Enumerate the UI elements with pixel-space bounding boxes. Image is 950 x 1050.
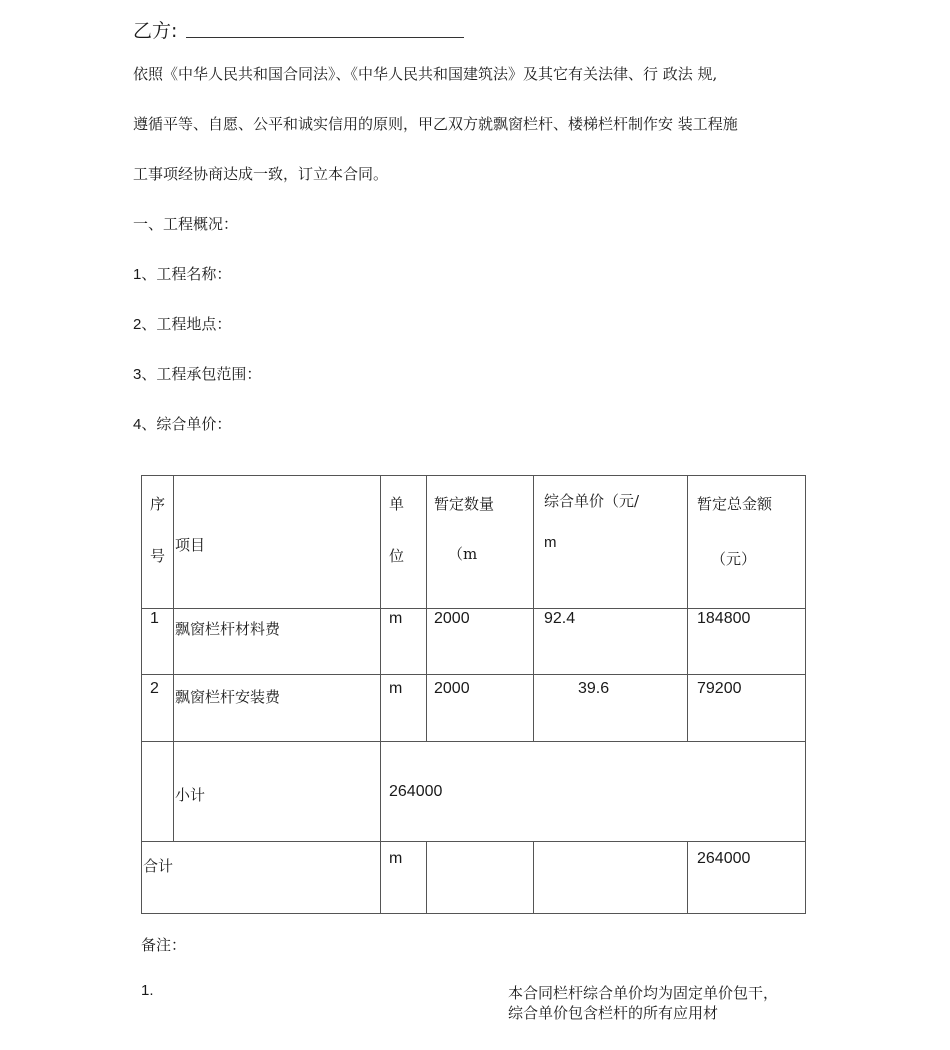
total-value: 264000 — [697, 850, 751, 867]
header-total-bottom: （元） — [711, 550, 757, 568]
table-row-divider — [141, 741, 806, 742]
row2-qty: 2000 — [434, 680, 470, 697]
row2-item: 飘窗栏杆安装费 — [175, 688, 281, 706]
list-item-text: 、综合单价： — [141, 415, 232, 433]
intro-line-3: 工事项经协商达成一致，订立本合同。 — [133, 165, 389, 183]
party-b-label: 乙方: — [133, 20, 178, 42]
list-item-number: 3 — [133, 366, 142, 383]
section-1-title: 一、工程概况： — [133, 215, 239, 233]
notes-title: 备注： — [141, 936, 187, 954]
table-col-divider — [173, 475, 174, 841]
table-row-divider — [141, 674, 806, 675]
list-item-number: 2 — [133, 316, 142, 333]
header-seq-bottom: 号 — [150, 547, 166, 565]
row2-seq: 2 — [150, 680, 159, 697]
subtotal-value: 264000 — [389, 783, 443, 800]
notes-item-1-line-2: 综合单价包含栏杆的所有应用材 — [508, 1004, 719, 1022]
list-item-project-location — [133, 313, 231, 334]
header-item: 项目 — [175, 536, 206, 554]
notes-item-1-number: 1. — [141, 982, 154, 999]
header-price-top: 综合单价（元/ — [544, 492, 640, 510]
table-row-divider — [141, 841, 806, 842]
row2-total: 79200 — [697, 680, 742, 697]
table-border-left — [141, 475, 142, 914]
subtotal-label: 小计 — [175, 786, 206, 804]
list-item-text: 、工程地点： — [141, 315, 232, 333]
price-table — [141, 475, 806, 914]
list-item-unit-price — [133, 413, 231, 434]
total-unit: m — [389, 850, 403, 867]
row1-total: 184800 — [697, 610, 751, 627]
header-unit-bottom: 位 — [389, 547, 405, 565]
table-col-divider — [533, 841, 534, 913]
table-col-divider — [426, 841, 427, 913]
list-item-contract-scope — [133, 363, 261, 384]
party-b-signature-line — [186, 37, 464, 38]
row1-item: 飘窗栏杆材料费 — [175, 620, 281, 638]
row2-unit: m — [389, 680, 403, 697]
intro-line-2: 遵循平等、自愿、公平和诚实信用的原则，甲乙双方就飘窗栏杆、楼梯栏杆制作安 装工程施 — [133, 115, 738, 133]
total-label: 合计 — [143, 857, 174, 875]
table-col-divider — [687, 841, 688, 913]
row1-unit: m — [389, 610, 403, 627]
list-item-text: 、工程承包范围： — [141, 365, 262, 383]
header-price-bottom: m — [544, 534, 557, 551]
header-seq-top: 序 — [150, 495, 166, 513]
table-col-divider — [426, 475, 427, 741]
row1-qty: 2000 — [434, 610, 470, 627]
table-border-bottom — [141, 913, 806, 914]
list-item-number: 1 — [133, 266, 142, 283]
header-unit-top: 单 — [389, 495, 405, 513]
intro-line-1: 依照《中华人民共和国合同法》、《中华人民共和国建筑法》及其它有关法律、行 政法 规, — [133, 65, 718, 83]
table-row-divider — [141, 608, 806, 609]
table-border-right — [805, 475, 806, 914]
list-item-number: 4 — [133, 416, 142, 433]
row2-price: 39.6 — [578, 680, 610, 697]
row1-price: 92.4 — [544, 610, 576, 627]
header-qty-bottom: （m — [448, 545, 478, 563]
table-col-divider — [533, 475, 534, 741]
row1-seq: 1 — [150, 610, 159, 627]
header-total-top: 暂定总金额 — [697, 495, 773, 513]
notes-item-1-line-1: 本合同栏杆综合单价均为固定单价包干， — [508, 984, 779, 1002]
header-qty-top: 暂定数量 — [434, 495, 495, 513]
list-item-project-name — [133, 263, 231, 284]
table-col-divider — [380, 475, 381, 914]
list-item-text: 、工程名称： — [141, 265, 232, 283]
table-col-divider — [687, 475, 688, 741]
table-border-top — [141, 475, 806, 476]
